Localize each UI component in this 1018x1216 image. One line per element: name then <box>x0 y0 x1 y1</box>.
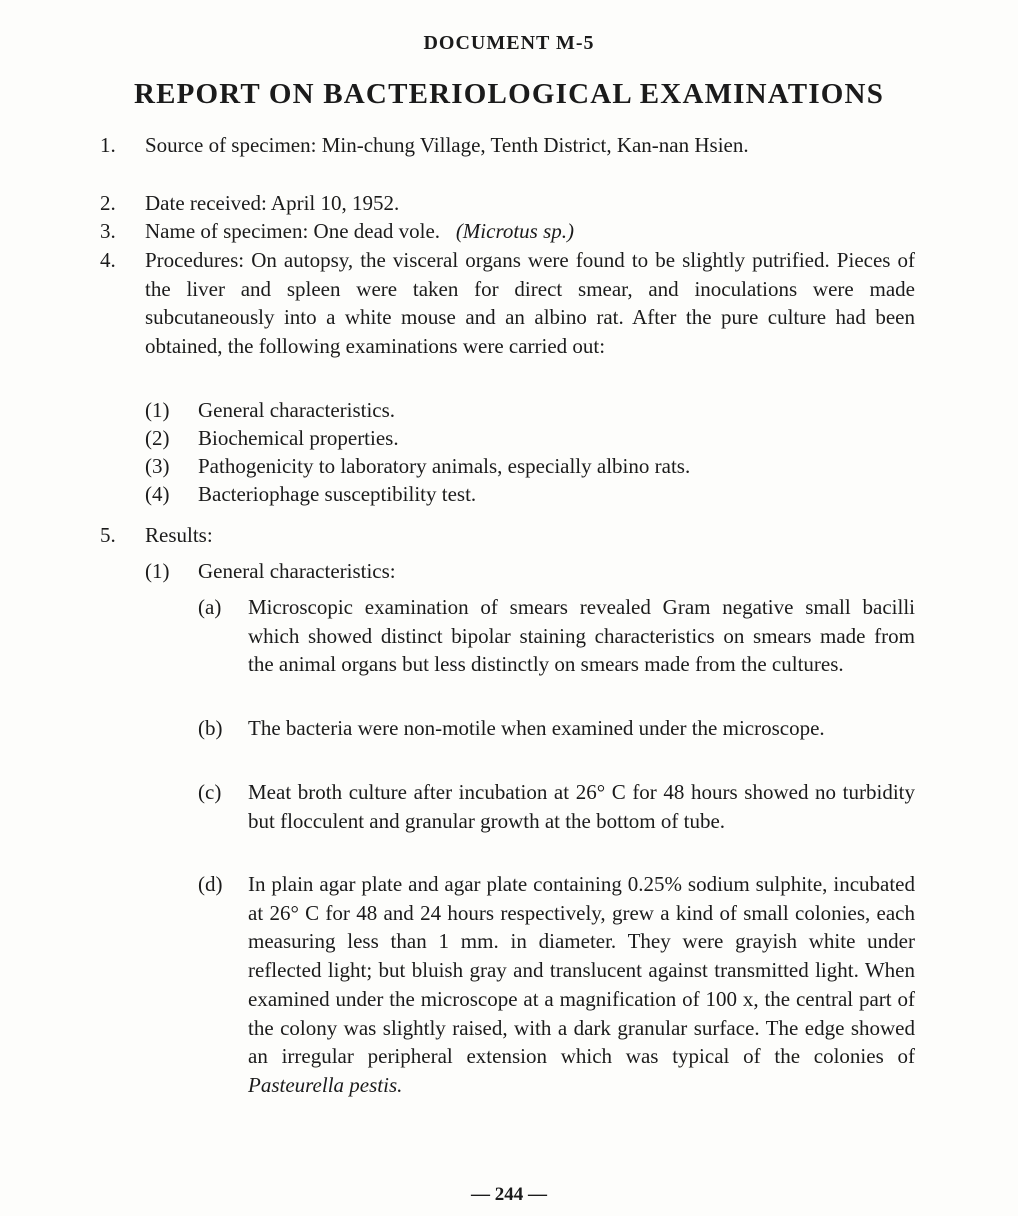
result-body: In plain agar plate and agar plate containing 0.25% sodium sulphite, incubated at 26° C for 48 and 24 hours respectively, grew a kind of small colonies, each measuring less than 1 mm. in diameter. They were grayish white under reflected light; but bluish gray and translucent against transmitted light. When examined under the microscope at a magnification of 100 x, the central part of the colony was slightly raised, with a dark granular surface. The edge showed an irregular peripheral extension which was typical of the colonies of <box>248 872 915 1069</box>
result-text: Meat broth culture after incubation at 26° C for 48 hours showed no turbidity but flocculent and granular growth at the bottom of tube. <box>248 780 915 833</box>
results-heading: General characteristics: <box>198 559 396 583</box>
item-text: Results: <box>145 523 213 547</box>
organism-name: Pasteurella pestis. <box>248 1072 403 1097</box>
procedure-text: Bacteriophage susceptibility test. <box>198 482 477 506</box>
result-letter: (d) <box>198 872 223 896</box>
result-text: The bacteria were non-motile when examined under the microscope. <box>248 716 825 740</box>
results-heading-number: (1) <box>145 559 170 583</box>
item-number: 4. <box>100 248 116 272</box>
item-text: Date received: April 10, 1952. <box>145 191 400 215</box>
specimen-species: (Microtus sp.) <box>455 219 575 243</box>
item-number: 5. <box>100 523 116 547</box>
procedure-number: (1) <box>145 398 170 422</box>
result-letter: (a) <box>198 595 222 619</box>
page-number: — 244 — <box>471 1184 547 1205</box>
page-title: REPORT ON BACTERIOLOGICAL EXAMINATIONS <box>133 78 885 110</box>
result-text <box>248 870 915 1100</box>
procedure-text: General characteristics. <box>198 398 396 422</box>
procedure-text: Biochemical properties. <box>198 426 399 450</box>
item-number: 1. <box>100 133 116 157</box>
item-text: Procedures: On autopsy, the visceral organs were found to be slightly putrified. Pieces of the liver and spleen were taken for direct smear, and inoculations were made subcutaneously into a white mouse and an albino rat. After the pure culture had been obtained, the following examinations were carried out: <box>145 248 915 359</box>
result-letter: (b) <box>198 716 223 740</box>
item-number: 2. <box>100 191 116 215</box>
procedure-number: (2) <box>145 426 170 450</box>
specimen-name: Name of specimen: One dead vole. <box>145 219 441 243</box>
item-text: Source of specimen: Min-chung Village, Tenth District, Kan-nan Hsien. <box>145 133 749 157</box>
procedure-number: (4) <box>145 482 170 506</box>
document-label: DOCUMENT M-5 <box>423 32 595 54</box>
result-letter: (c) <box>198 780 222 804</box>
procedure-number: (3) <box>145 454 170 478</box>
item-text <box>145 217 915 246</box>
item-number: 3. <box>100 219 116 243</box>
procedure-text: Pathogenicity to laboratory animals, especially albino rats. <box>198 454 691 478</box>
result-text: Microscopic examination of smears revealed Gram negative small bacilli which showed distinct bipolar staining characteristics on smears made from the animal organs but less distinctly on smears made from the cultures. <box>248 595 915 677</box>
